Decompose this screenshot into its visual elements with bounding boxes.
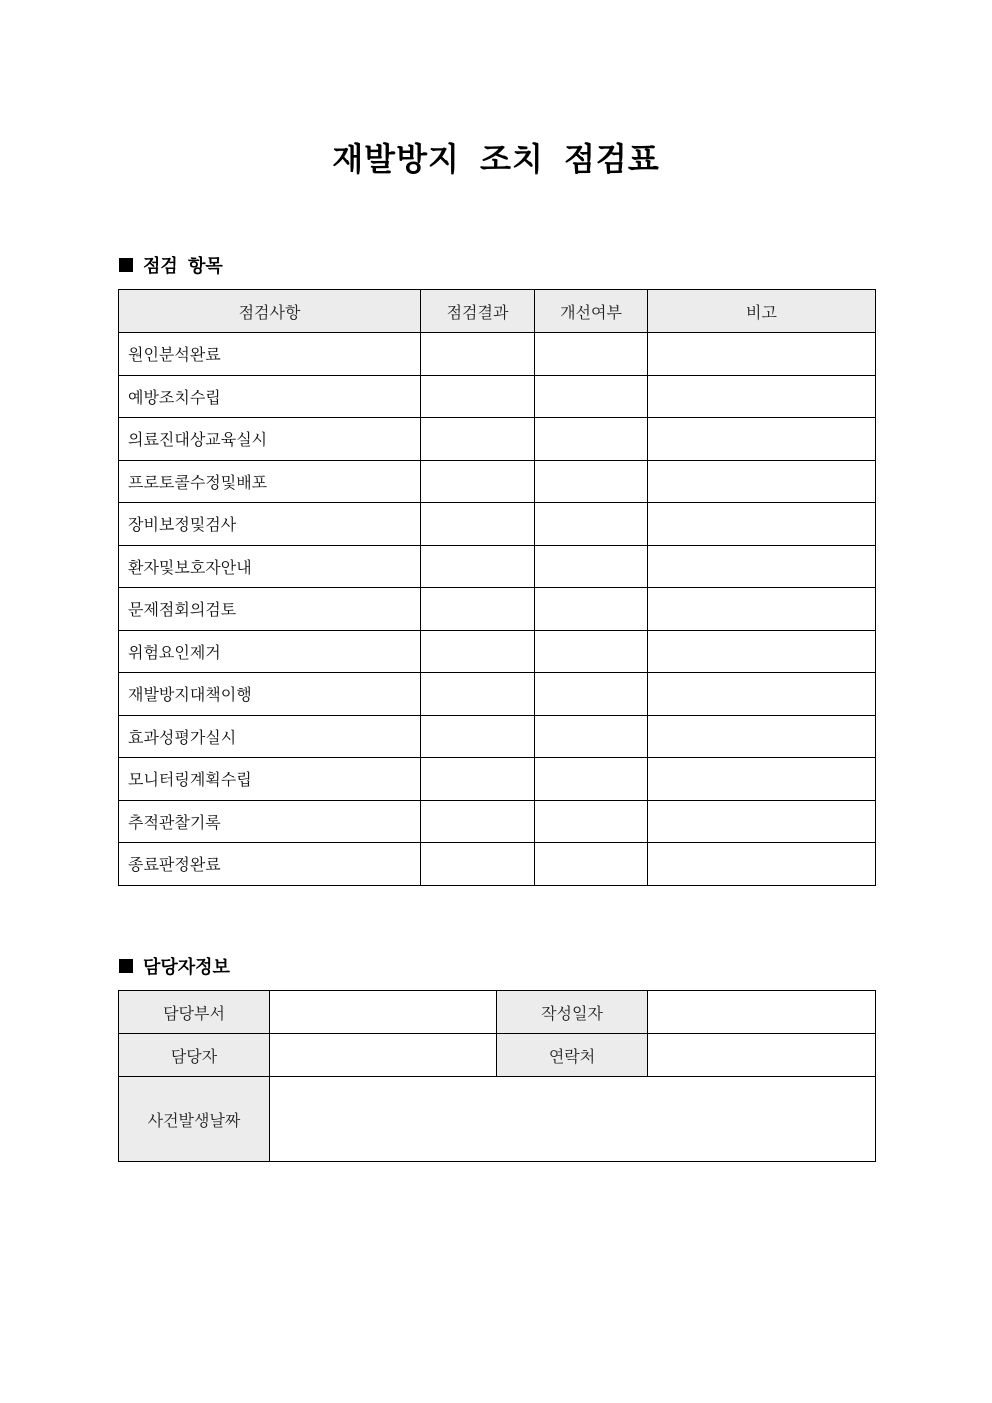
- note-cell[interactable]: [648, 758, 876, 801]
- result-cell[interactable]: [421, 758, 535, 801]
- date-written-label: 작성일자: [497, 991, 648, 1034]
- check-item-label: 원인분석완료: [119, 333, 421, 376]
- contact-field[interactable]: [648, 1034, 876, 1077]
- note-cell[interactable]: [648, 843, 876, 886]
- check-item-label: 프로토콜수정및배포: [119, 460, 421, 503]
- improved-cell[interactable]: [535, 418, 648, 461]
- improved-cell[interactable]: [535, 758, 648, 801]
- check-item-label: 장비보정및검사: [119, 503, 421, 546]
- page-title: 재발방지 조치 점검표: [332, 140, 660, 178]
- checklist-table: [118, 289, 876, 886]
- square-bullet-icon: [119, 959, 133, 973]
- column-header-note: 비고: [648, 290, 876, 333]
- section-heading-label: 점검 항목: [143, 256, 223, 277]
- date-written-field[interactable]: [648, 991, 876, 1034]
- improved-cell[interactable]: [535, 333, 648, 376]
- improved-cell[interactable]: [535, 630, 648, 673]
- result-cell[interactable]: [421, 588, 535, 631]
- check-item-label: 문제점회의검토: [119, 588, 421, 631]
- improved-cell[interactable]: [535, 375, 648, 418]
- improved-cell[interactable]: [535, 545, 648, 588]
- check-item-label: 위험요인제거: [119, 630, 421, 673]
- square-bullet-icon: [119, 258, 133, 272]
- column-header-check-item: 점검사항: [119, 290, 421, 333]
- table-row: [119, 843, 876, 886]
- table-row: [119, 588, 876, 631]
- note-cell[interactable]: [648, 630, 876, 673]
- improved-cell[interactable]: [535, 673, 648, 716]
- result-cell[interactable]: [421, 418, 535, 461]
- note-cell[interactable]: [648, 460, 876, 503]
- check-item-label: 재발방지대책이행: [119, 673, 421, 716]
- note-cell[interactable]: [648, 588, 876, 631]
- table-row: [119, 503, 876, 546]
- result-cell[interactable]: [421, 460, 535, 503]
- person-field[interactable]: [270, 1034, 497, 1077]
- table-row: [119, 333, 876, 376]
- contact-row: [119, 1077, 876, 1162]
- note-cell[interactable]: [648, 503, 876, 546]
- section-heading-label: 담당자정보: [143, 957, 230, 978]
- improved-cell[interactable]: [535, 800, 648, 843]
- table-header-row: [119, 290, 876, 333]
- table-row: [119, 418, 876, 461]
- note-cell[interactable]: [648, 375, 876, 418]
- section-heading-contact: [119, 953, 230, 979]
- note-cell[interactable]: [648, 545, 876, 588]
- result-cell[interactable]: [421, 800, 535, 843]
- note-cell[interactable]: [648, 418, 876, 461]
- note-cell[interactable]: [648, 715, 876, 758]
- column-header-result: 점검결과: [421, 290, 535, 333]
- check-item-label: 의료진대상교육실시: [119, 418, 421, 461]
- person-label: 담당자: [119, 1034, 270, 1077]
- table-row: [119, 545, 876, 588]
- section-heading-checklist: [119, 252, 223, 278]
- table-row: [119, 715, 876, 758]
- result-cell[interactable]: [421, 843, 535, 886]
- check-item-label: 예방조치수립: [119, 375, 421, 418]
- result-cell[interactable]: [421, 503, 535, 546]
- table-row: [119, 673, 876, 716]
- column-header-improved: 개선여부: [535, 290, 648, 333]
- improved-cell[interactable]: [535, 715, 648, 758]
- department-label: 담당부서: [119, 991, 270, 1034]
- incident-date-field[interactable]: [270, 1077, 876, 1162]
- check-item-label: 종료판정완료: [119, 843, 421, 886]
- table-row: [119, 758, 876, 801]
- contact-info-table: [118, 990, 876, 1162]
- note-cell[interactable]: [648, 333, 876, 376]
- note-cell[interactable]: [648, 673, 876, 716]
- result-cell[interactable]: [421, 333, 535, 376]
- result-cell[interactable]: [421, 375, 535, 418]
- check-item-label: 효과성평가실시: [119, 715, 421, 758]
- contact-row: [119, 991, 876, 1034]
- improved-cell[interactable]: [535, 460, 648, 503]
- table-row: [119, 800, 876, 843]
- check-item-label: 환자및보호자안내: [119, 545, 421, 588]
- department-field[interactable]: [270, 991, 497, 1034]
- contact-row: [119, 1034, 876, 1077]
- table-row: [119, 630, 876, 673]
- check-item-label: 추적관찰기록: [119, 800, 421, 843]
- improved-cell[interactable]: [535, 843, 648, 886]
- result-cell[interactable]: [421, 673, 535, 716]
- note-cell[interactable]: [648, 800, 876, 843]
- table-row: [119, 375, 876, 418]
- table-row: [119, 460, 876, 503]
- check-item-label: 모니터링계획수립: [119, 758, 421, 801]
- result-cell[interactable]: [421, 715, 535, 758]
- contact-label: 연락처: [497, 1034, 648, 1077]
- result-cell[interactable]: [421, 630, 535, 673]
- improved-cell[interactable]: [535, 503, 648, 546]
- improved-cell[interactable]: [535, 588, 648, 631]
- result-cell[interactable]: [421, 545, 535, 588]
- incident-date-label: 사건발생날짜: [119, 1077, 270, 1162]
